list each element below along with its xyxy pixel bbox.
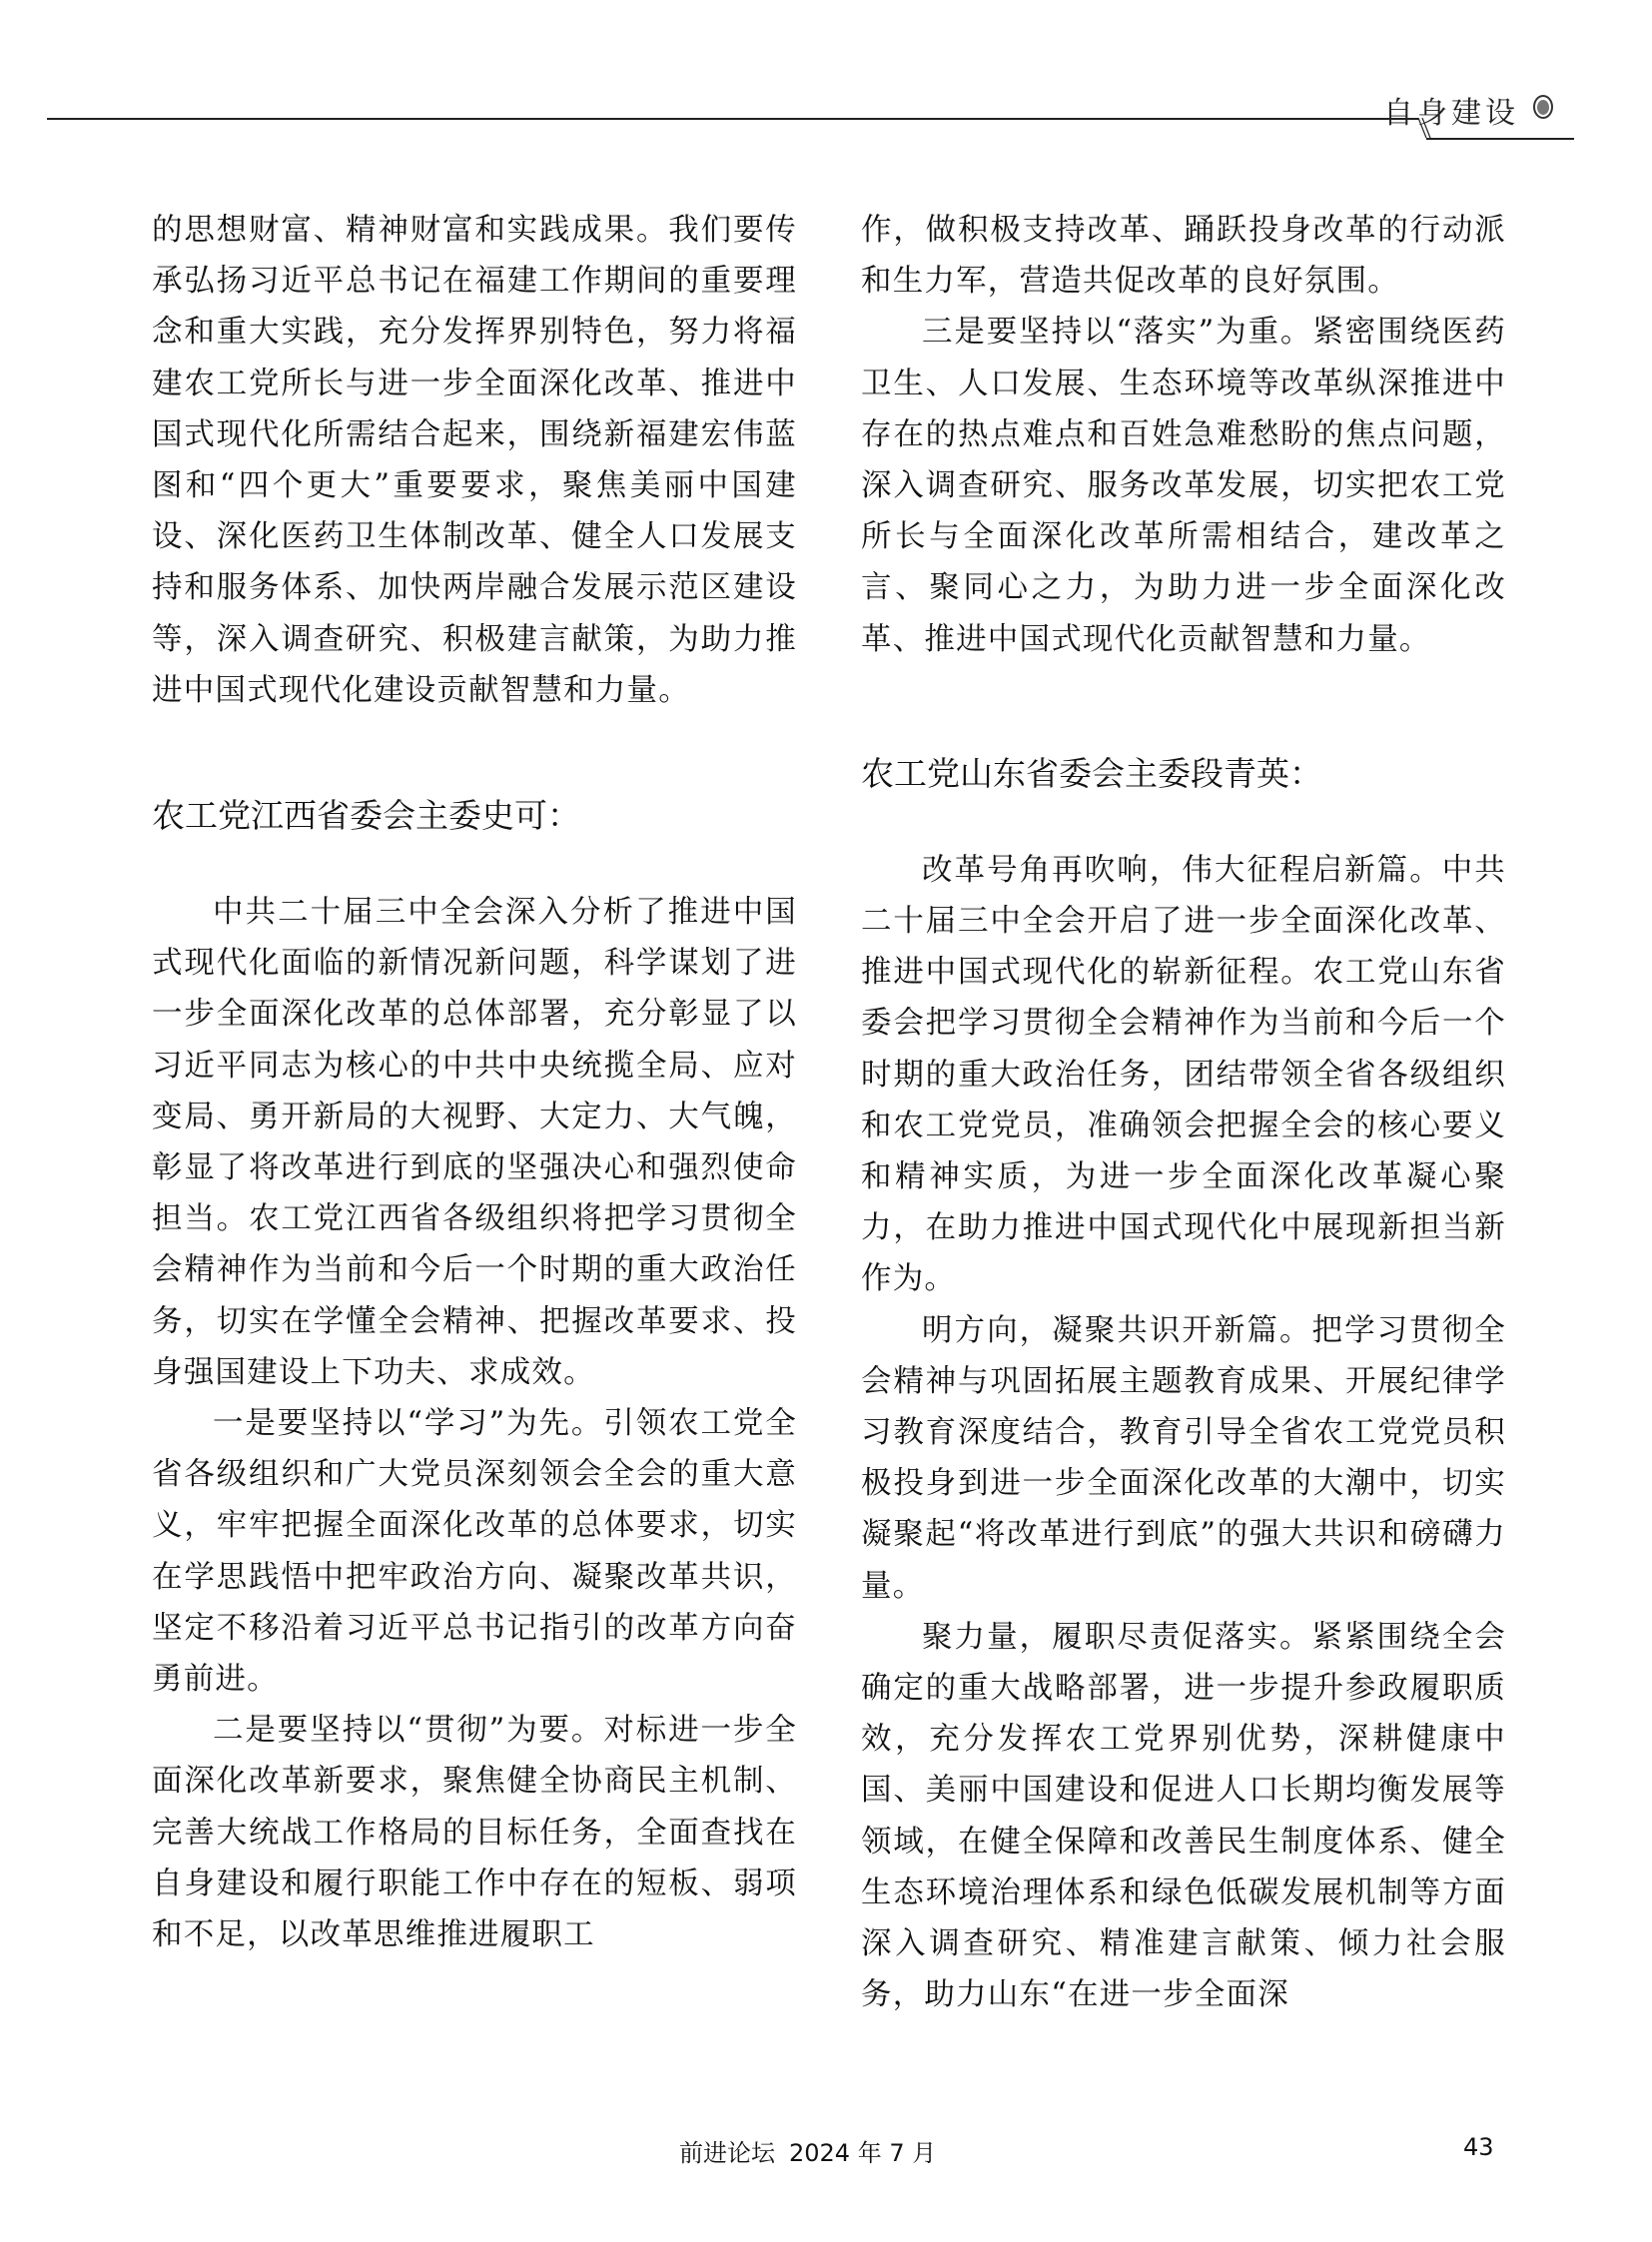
- section-heading: 农工党山东省委会主委段青英：: [861, 753, 1322, 793]
- issue-date: 2024 年 7 月: [789, 2139, 937, 2167]
- paragraph: 作，做积极支持改革、踊跃投身改革的行动派和生力军，营造共促改革的良好氛围。: [861, 213, 1506, 300]
- header-rule-right: [1426, 138, 1574, 140]
- paragraph: 明方向，凝聚共识开新篇。把学习贯彻全会精神与巩固拓展主题教育成果、开展纪律学习教育深度结合，教育引导全省农工党党员积极投身到进一步全面深化改革的大潮中，切实凝聚起“将改革进行到底”的强大共识和磅礴力量。: [861, 1312, 1506, 1604]
- paragraph: 聚力量，履职尽责促落实。紧紧围绕全会确定的重大战略部署，进一步提升参政履职质效，充分发挥农工党界别优势，深耕健康中国、美丽中国建设和促进人口长期均衡发展等领域，在健全保障和改善民生制度体系、健全生态环境治理体系和绿色低碳发展机制等方面深入调查研究、精准建言献策、倾力社会服务，助力山东“在进一步全面深: [861, 1619, 1506, 2013]
- section-heading: 农工党江西省委会主委史可：: [152, 796, 580, 836]
- paragraph: 的思想财富、精神财富和实践成果。我们要传承弘扬习近平总书记在福建工作期间的重要理念和重大实践，充分发挥界别特色，努力将福建农工党所长与进一步全面深化改革、推进中国式现代化所需结合起来，围绕新福建宏伟蓝图和“四个更大”重要要求，聚焦美丽中国建设、深化医药卫生体制改革、健全人口发展支持和服务体系、加快两岸融合发展示范区建设等，深入调查研究、积极建言献策，为助力推进中国式现代化建设贡献智慧和力量。: [152, 213, 797, 708]
- paragraph: 二是要坚持以“贯彻”为要。对标进一步全面深化改革新要求，聚焦健全协商民主机制、完善大统战工作格局的目标任务，全面查找在自身建设和履行职能工作中存在的短板、弱项和不足，以改革思维推进履职工: [152, 1713, 797, 1953]
- header-rule-left: [47, 118, 1418, 120]
- paragraph: 改革号角再吹响，伟大征程启新篇。中共二十届三中全会开启了进一步全面深化改革、推进中国式现代化的崭新征程。农工党山东省委会把学习贯彻全会精神作为当前和今后一个时期的重大政治任务，团结带领全省各级组织和农工党党员，准确领会把握全会的核心要义和精神实质，为进一步全面深化改革凝心聚力，在助力推进中国式现代化中展现新担当新作为。: [861, 852, 1506, 1297]
- section-title: 自身建设: [1383, 96, 1519, 131]
- paragraph: 一是要坚持以“学习”为先。引领农工党全省各级组织和广大党员深刻领会全会的重大意义，牢牢把握全面深化改革的总体要求，切实在学思践悟中把牢政治方向、凝聚改革共识，坚定不移沿着习近平总书记指引的改革方向奋勇前进。: [152, 1406, 797, 1698]
- right-column: [861, 205, 1506, 2021]
- journal-name: 前进论坛: [679, 2139, 775, 2167]
- paragraph: 中共二十届三中全会深入分析了推进中国式现代化面临的新情况新问题，科学谋划了进一步全面深化改革的总体部署，充分彰显了以习近平同志为核心的中共中央统揽全局、应对变局、勇开新局的大视野、大定力、大气魄，彰显了将改革进行到底的坚强决心和强烈使命担当。农工党江西省各级组织将把学习贯彻全会精神作为当前和今后一个时期的重大政治任务，切实在学懂全会精神、把握改革要求、投身强国建设上下功夫、求成效。: [152, 895, 797, 1390]
- page-number: 43: [1463, 2133, 1494, 2161]
- left-column: [152, 205, 797, 1960]
- circle-dot-icon: [1533, 95, 1553, 119]
- paragraph: 三是要坚持以“落实”为重。紧密围绕医药卫生、人口发展、生态环境等改革纵深推进中存在的热点难点和百姓急难愁盼的焦点问题，深入调查研究、服务改革发展，切实把农工党所长与全面深化改革所需相结合，建改革之言、聚同心之力，为助力进一步全面深化改革、推进中国式现代化贡献智慧和力量。: [861, 315, 1506, 657]
